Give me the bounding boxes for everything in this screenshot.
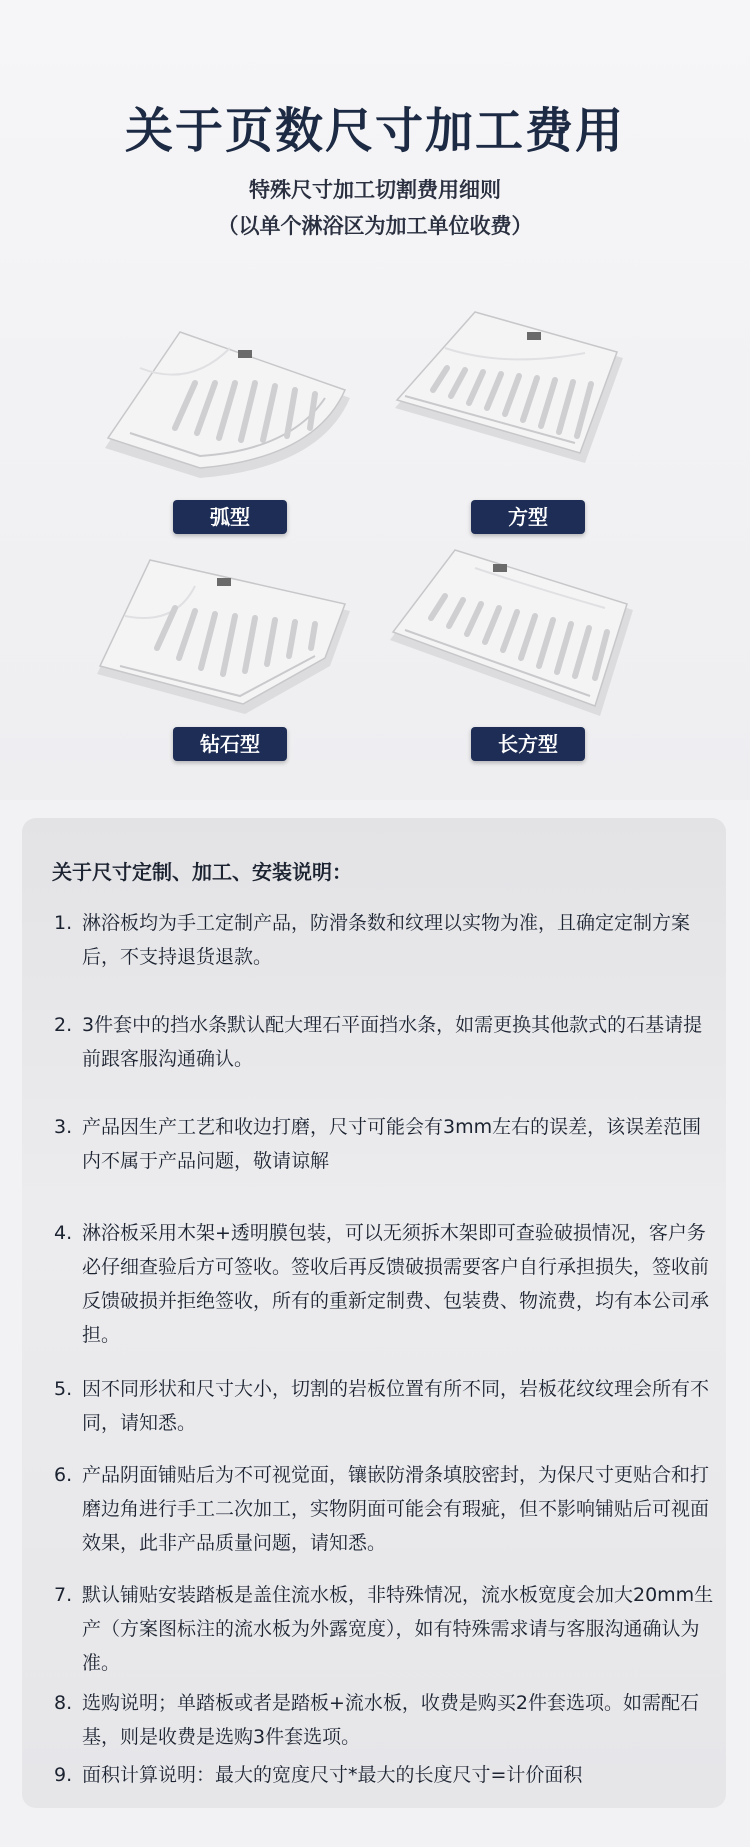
instruction-text: 淋浴板采用木架+透明膜包装，可以无须拆木架即可查验破损情况，客户务必仔细查验后方可签收。签收后再反馈破损需要客户自行承担损失，签收前反馈破损并拒绝签收，所有的重新定制费、包装费、物流费，均有本公司承担。 <box>82 1222 710 1346</box>
arc-shower-tray-image <box>100 328 360 488</box>
instruction-text: 产品因生产工艺和收边打磨，尺寸可能会有3mm左右的误差，该误差范围内不属于产品问题，敬请谅解 <box>82 1116 702 1172</box>
subtitle-line-2: （以单个淋浴区为加工单位收费） <box>217 214 533 238</box>
square-shower-tray-image <box>385 308 625 468</box>
rectangle-shower-tray-image <box>385 548 635 718</box>
instruction-number: 3. <box>54 1116 73 1138</box>
instruction-text: 产品阴面铺贴后为不可视觉面，镶嵌防滑条填胶密封，为保尺寸更贴合和打磨边角进行手工二次加工，实物阴面可能会有瑕疵，但不影响铺贴后可视面效果，此非产品质量问题，请知悉。 <box>82 1464 710 1554</box>
instruction-number: 5. <box>54 1378 73 1400</box>
tray-type-label-diamond: 钻石型 <box>173 727 287 761</box>
instruction-text: 面积计算说明：最大的宽度尺寸*最大的长度尺寸=计价面积 <box>82 1764 583 1786</box>
instruction-item <box>54 1008 714 1076</box>
instruction-number: 1. <box>54 912 73 934</box>
diamond-shower-tray-image <box>95 556 355 716</box>
instructions-heading: 关于尺寸定制、加工、安装说明： <box>52 860 352 884</box>
instruction-item <box>54 1758 714 1792</box>
instruction-item <box>54 1458 714 1560</box>
instruction-item <box>54 1578 714 1680</box>
instruction-text: 默认铺贴安装踏板是盖住流水板，非特殊情况，流水板宽度会加大20mm生产（方案图标注的流水板为外露宽度），如有特殊需求请与客服沟通确认为准。 <box>82 1584 714 1674</box>
instruction-text: 选购说明；单踏板或者是踏板+流水板，收费是购买2件套选项。如需配石基，则是收费是选购3件套选项。 <box>82 1692 700 1748</box>
instruction-number: 6. <box>54 1464 73 1486</box>
tray-type-label-rectangle: 长方型 <box>471 727 585 761</box>
instruction-item <box>54 1372 714 1440</box>
instruction-number: 2. <box>54 1014 73 1036</box>
instruction-item <box>54 906 714 974</box>
instruction-text: 淋浴板均为手工定制产品，防滑条数和纹理以实物为准，且确定定制方案后，不支持退货退款。 <box>82 912 691 968</box>
instruction-number: 8. <box>54 1692 73 1714</box>
instruction-number: 9. <box>54 1764 73 1786</box>
instruction-text: 3件套中的挡水条默认配大理石平面挡水条，如需更换其他款式的石基请提前跟客服沟通确认。 <box>82 1014 703 1070</box>
instruction-item <box>54 1686 714 1754</box>
instruction-item <box>54 1216 714 1352</box>
instruction-number: 4. <box>54 1222 73 1244</box>
header-section <box>0 0 750 800</box>
subtitle-line-1: 特殊尺寸加工切割费用细则 <box>249 178 501 202</box>
tray-type-label-arc: 弧型 <box>173 500 287 534</box>
instruction-text: 因不同形状和尺寸大小，切割的岩板位置有所不同，岩板花纹纹理会所有不同，请知悉。 <box>82 1378 710 1434</box>
page-title: 关于页数尺寸加工费用 <box>124 103 625 159</box>
instruction-number: 7. <box>54 1584 73 1606</box>
tray-type-label-square: 方型 <box>471 500 585 534</box>
instruction-item <box>54 1110 714 1178</box>
instructions-panel <box>22 818 726 1808</box>
